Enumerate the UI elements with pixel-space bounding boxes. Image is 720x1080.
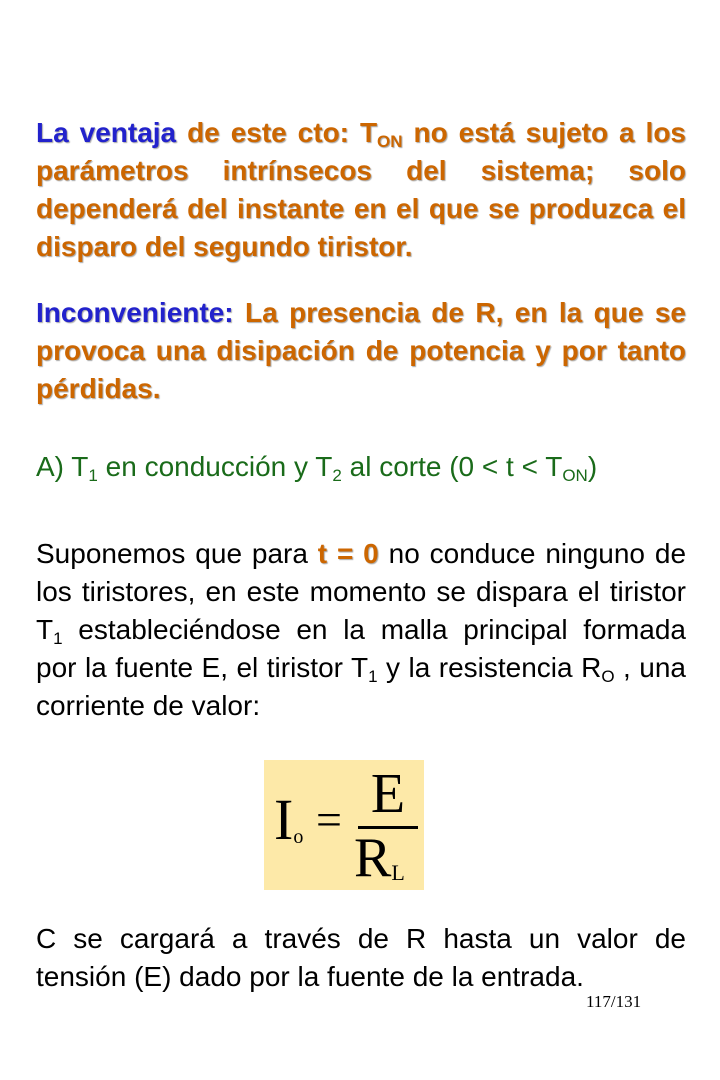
formula-equals: = bbox=[316, 794, 342, 845]
formula-lhs bbox=[274, 787, 304, 852]
desc-part-e: , una corriente de valor: bbox=[36, 652, 687, 721]
ton-subscript: ON bbox=[377, 132, 403, 151]
charge-paragraph bbox=[36, 920, 686, 996]
drawback-text: La presencia de R, en la que se provoca una disipación de potencia y por tanto pérdidas. bbox=[36, 297, 686, 404]
heading-part-d: ) bbox=[587, 451, 598, 482]
current-formula bbox=[264, 760, 424, 890]
heading-sub-on: ON bbox=[562, 466, 588, 485]
advantage-paragraph bbox=[36, 114, 686, 266]
desc-part-d: y la resistencia R bbox=[377, 652, 602, 683]
desc-sub-2: 1 bbox=[368, 667, 378, 686]
formula-den-letter: R bbox=[354, 827, 392, 889]
section-heading bbox=[36, 448, 686, 486]
advantage-text-1: de este cto: T bbox=[176, 117, 378, 148]
desc-sub-1: 1 bbox=[53, 629, 63, 648]
heading-part-c: al corte (0 < t < T bbox=[341, 451, 563, 482]
page-number: 117/131 bbox=[586, 992, 642, 1011]
advantage-lead: La ventaja bbox=[36, 117, 177, 148]
desc-part-b: no conduce ninguno de los tiristores, en este momento se dispara el tiristor T bbox=[36, 538, 687, 645]
heading-sub-2: 2 bbox=[332, 466, 342, 485]
heading-sub-1: 1 bbox=[88, 466, 98, 485]
formula-lhs-sub: o bbox=[293, 826, 304, 848]
advantage-text-2: no está sujeto a los parámetros intrínsecos del sistema; solo dependerá del instante en el que se produzca el disparo del segundo tiristor. bbox=[36, 117, 686, 262]
formula-denominator bbox=[354, 827, 405, 889]
formula-lhs-letter: I bbox=[274, 787, 294, 852]
description-paragraph bbox=[36, 535, 686, 725]
heading-part-b: en conducción y T bbox=[97, 451, 333, 482]
drawback-lead: Inconveniente: bbox=[36, 297, 234, 328]
t-equals-zero: t = 0 bbox=[317, 538, 379, 569]
drawback-paragraph bbox=[36, 294, 686, 408]
formula-numerator: E bbox=[370, 763, 406, 825]
heading-part-a: A) T bbox=[36, 451, 89, 482]
formula-den-sub: L bbox=[391, 860, 405, 885]
desc-part-c: estableciéndose en la malla principal formada por la fuente E, el tiristor T bbox=[36, 614, 686, 683]
desc-sub-o: O bbox=[601, 667, 615, 686]
desc-part-a: Suponemos que para bbox=[36, 538, 318, 569]
charge-text: C se cargará a través de R hasta un valor de tensión (E) dado por la fuente de la entrada. bbox=[36, 923, 686, 992]
